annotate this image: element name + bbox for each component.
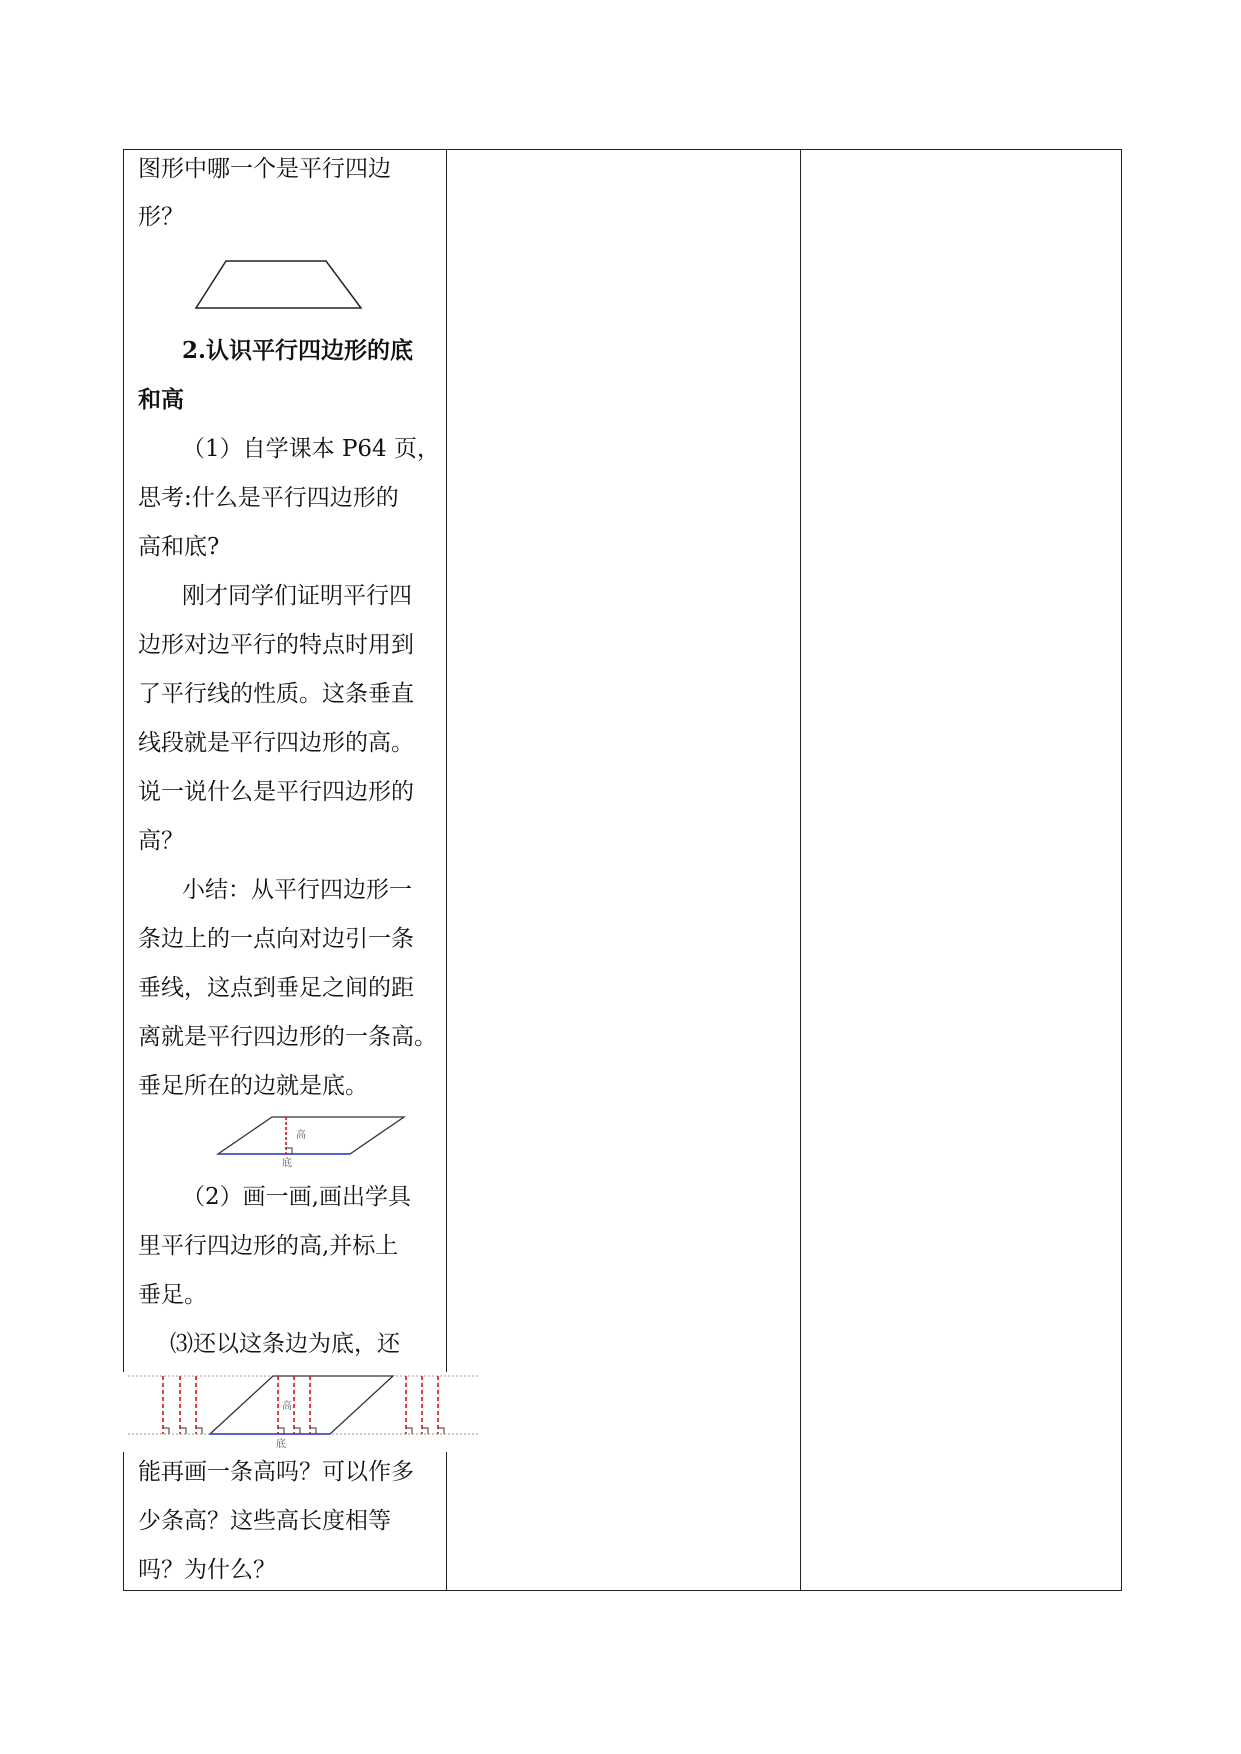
text-line: 条边上的一点向对边引一条 <box>138 926 414 952</box>
text-line: 少条高？这些高长度相等 <box>138 1508 391 1534</box>
text-line: 了平行线的性质。这条垂直 <box>138 681 414 707</box>
height-label: 高 <box>296 1130 306 1141</box>
text-line: 形？ <box>138 204 184 230</box>
height-label: 高 <box>282 1401 292 1412</box>
text-line: 说一说什么是平行四边形的 <box>138 779 414 805</box>
base-label: 底 <box>276 1439 286 1450</box>
text-line: 吗？为什么？ <box>138 1557 276 1583</box>
section-heading: 和高 <box>138 386 184 413</box>
text-line: 刚才同学们证明平行四 <box>182 583 412 609</box>
text-line: 高？ <box>138 828 184 854</box>
text-line: 里平行四边形的高,并标上 <box>138 1233 399 1259</box>
text-line: 边形对边平行的特点时用到 <box>138 632 414 658</box>
text-line: 思考:什么是平行四边形的 <box>138 485 399 511</box>
parallelogram-multiple-heights-figure <box>128 1373 478 1453</box>
parallelogram-height-figure <box>218 1114 408 1169</box>
text-line: 垂足。 <box>138 1282 207 1308</box>
column-divider <box>800 150 801 1590</box>
section-heading: 2.认识平行四边形的底 <box>182 337 414 364</box>
text-line: 能再画一条高吗？可以作多 <box>138 1459 414 1485</box>
text-line: 线段就是平行四边形的高。 <box>138 730 414 756</box>
text-line: ⑶还以这条边为底，还 <box>170 1331 400 1357</box>
text-line: 图形中哪一个是平行四边 <box>138 156 391 182</box>
text-line: （2）画一画,画出学具 <box>182 1184 411 1210</box>
text-line: 离就是平行四边形的一条高。 <box>138 1024 437 1050</box>
text-line: 垂足所在的边就是底。 <box>138 1073 368 1099</box>
text-line: 垂线，这点到垂足之间的距 <box>138 975 414 1001</box>
text-line: 高和底? <box>138 534 220 560</box>
base-label: 底 <box>282 1158 292 1169</box>
trapezoid-figure <box>194 258 364 312</box>
text-line: 小结：从平行四边形一 <box>182 877 412 903</box>
text-line: （1）自学课本 P64 页， <box>182 436 440 462</box>
